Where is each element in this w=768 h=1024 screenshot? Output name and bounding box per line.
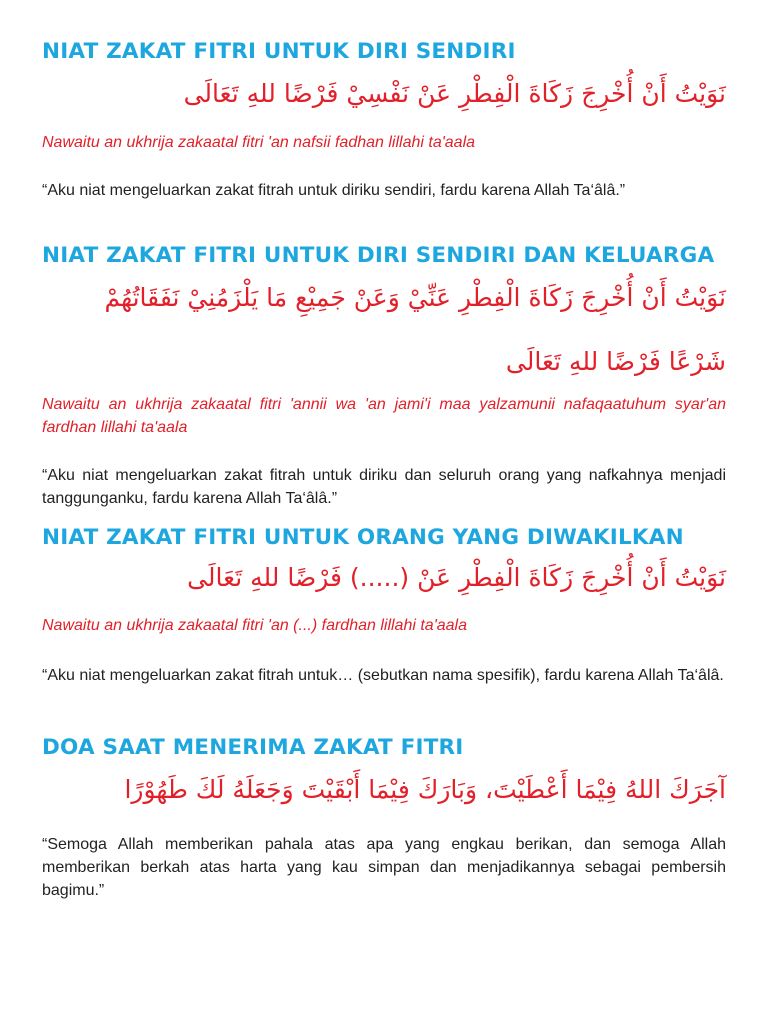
arabic-text: آجَرَكَ اللهُ فِيْمَا أَعْطَيْتَ، وَبَارَكَ فِيْمَا أَبْقَيْتَ وَجَعَلَهُ لَكَ طَهُوْرًا bbox=[124, 775, 726, 804]
arabic-text: نَوَيْتُ أَنْ أُخْرِجَ زَكَاةَ الْفِطْرِ عَنْ نَفْسِيْ فَرْضًا للهِ تَعَالَى bbox=[183, 79, 726, 108]
section-heading: NIAT ZAKAT FITRI UNTUK DIRI SENDIRI DAN KELUARGA bbox=[42, 243, 715, 268]
transliteration-text: Nawaitu an ukhrija zakaatal fitri 'an nafsii fadhan lillahi ta'aala bbox=[42, 134, 476, 151]
section-niat-diwakilkan bbox=[42, 524, 726, 684]
section-heading: NIAT ZAKAT FITRI UNTUK DIRI SENDIRI bbox=[42, 39, 516, 64]
arabic-text: نَوَيْتُ أَنْ أُخْرِجَ زَكَاةَ الْفِطْرِ عَنْ (.....) فَرْضًا للهِ تَعَالَى bbox=[187, 563, 726, 592]
transliteration-text: Nawaitu an ukhrija zakaatal fitri 'annii wa 'an jami'i maa yalzamunii nafaqaatuhum syar'an fardhan lillahi ta'aala bbox=[42, 396, 726, 436]
section-niat-diri-sendiri bbox=[42, 38, 726, 199]
transliteration-text: Nawaitu an ukhrija zakaatal fitri 'an (...) fardhan lillahi ta'aala bbox=[42, 617, 467, 634]
section-heading: NIAT ZAKAT FITRI UNTUK ORANG YANG DIWAKILKAN bbox=[42, 525, 684, 550]
meaning-text: “Semoga Allah memberikan pahala atas apa yang engkau berikan, dan semoga Allah memberikan berkah atas harta yang kau simpan dan menjadikannya sebagai pembersih bagimu.” bbox=[42, 836, 726, 899]
meaning-text: “Aku niat mengeluarkan zakat fitrah untuk diriku sendiri, fardu karena Allah Ta‘âlâ.” bbox=[42, 182, 626, 199]
arabic-text: نَوَيْتُ أَنْ أُخْرِجَ زَكَاةَ الْفِطْرِ عَنِّيْ وَعَنْ جَمِيْعِ مَا يَلْزَمُنِيْ نَفَقَاتُهُمْ شَرْعًا فَرْضًا للهِ تَعَالَى bbox=[104, 283, 726, 376]
section-heading: DOA SAAT MENERIMA ZAKAT FITRI bbox=[42, 735, 464, 760]
section-niat-diri-keluarga bbox=[42, 242, 726, 507]
meaning-text: “Aku niat mengeluarkan zakat fitrah untuk… (sebutkan nama spesifik), fardu karena Allah Ta‘âlâ. bbox=[42, 667, 724, 684]
meaning-text: “Aku niat mengeluarkan zakat fitrah untuk diriku dan seluruh orang yang nafkahnya menjadi tanggunganku, fardu karena Allah Ta‘âlâ.” bbox=[42, 467, 726, 507]
section-doa-menerima bbox=[42, 734, 726, 899]
